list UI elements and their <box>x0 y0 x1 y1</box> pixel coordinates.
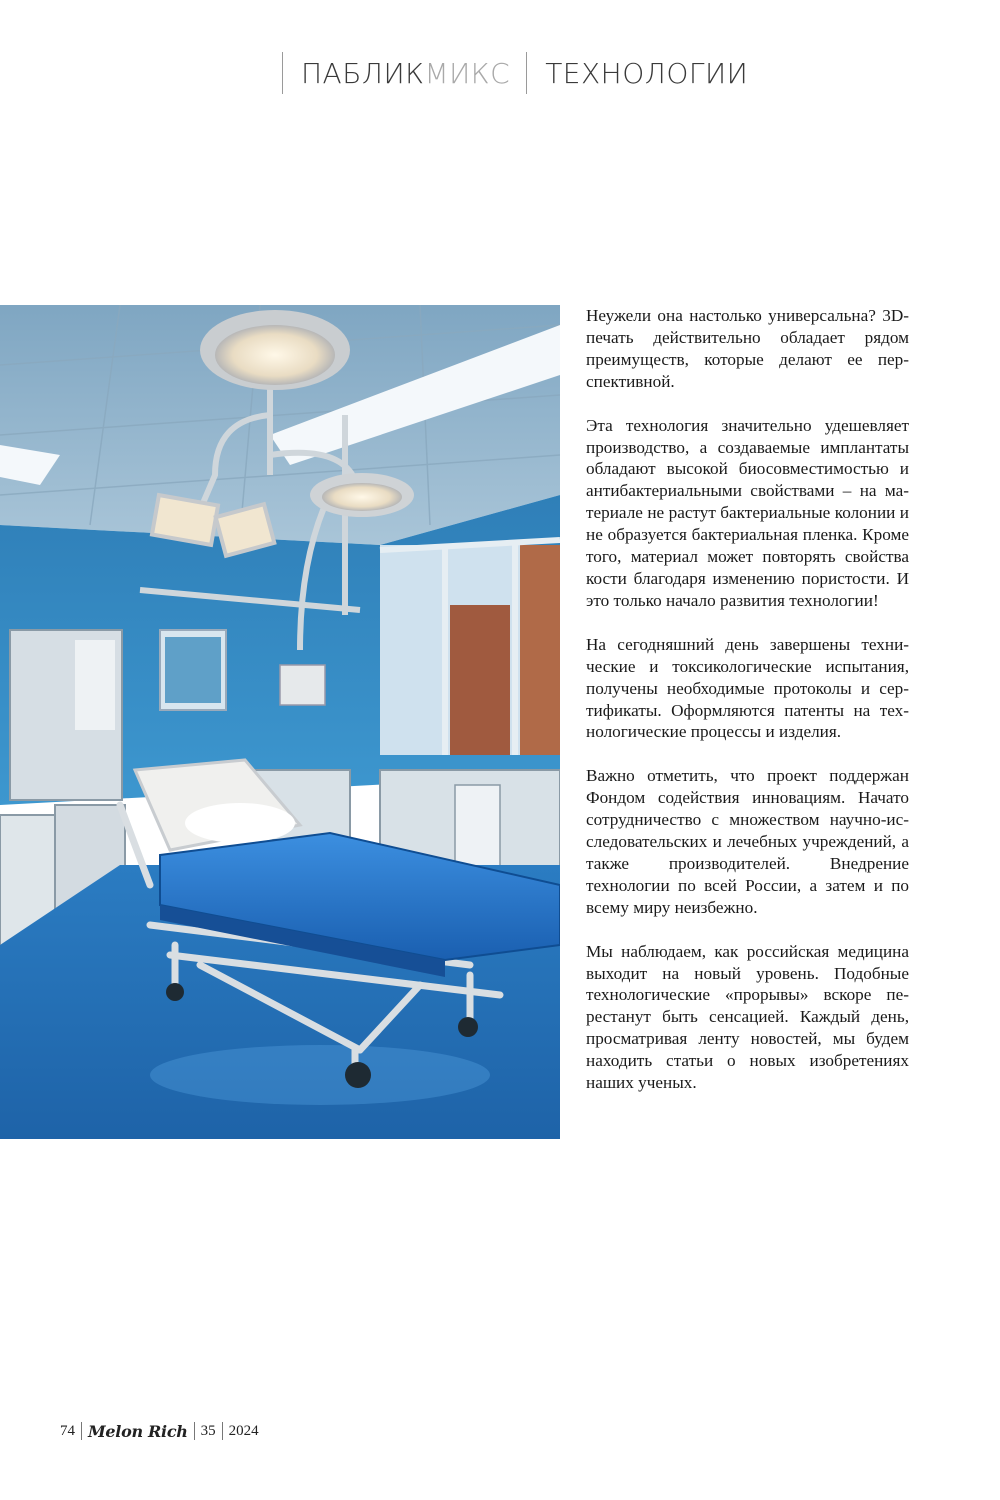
section-title-part2: МИКС <box>424 56 511 90</box>
operating-room-photo <box>0 305 560 1139</box>
magazine-logo: Melon Rich <box>88 1421 188 1441</box>
article-paragraph: Неужели она настолько универсальна? 3D-печать действительно обладает рядом преимуществ, которые делают ее перспективной. <box>586 306 909 391</box>
subsection-title: ТЕХНОЛОГИИ <box>545 56 749 90</box>
issue-year: 2024 <box>228 1422 259 1439</box>
article-paragraph: Важно отметить, что проект поддержан Фондом содействия инновациям. Начато сотрудничество с множеством научно-исследовательских и лечебных учреждений, а также производителей. Внедрение технологии по всей России, а затем и по всему миру неизбежно. <box>586 766 909 917</box>
section-header <box>282 52 748 94</box>
section-title <box>283 57 526 90</box>
page-footer <box>60 1420 259 1442</box>
footer-divider <box>81 1422 82 1440</box>
article-paragraph: Эта технология значительно удешевляет производство, а создаваемые имплантаты обладают высокой биосовместимостью и антибактериальными свойствами – на материале не растут бактериальные колонии и не образуется бактериальная пленка. Кроме того, материал может повторять свойства кости благодаря изменению пористости. И это только начало развития технологии! <box>586 415 909 610</box>
article-body <box>586 305 909 1116</box>
page-number: 74 <box>60 1422 75 1439</box>
article-paragraph: Мы наблюдаем, как российская медицина выходит на новый уровень. Подобные технологические «прорывы» вскоре перестанут быть сенсацией. Каждый день, просматривая ленту новостей, мы будем находить статьи о новых изобретениях наших ученых. <box>586 941 909 1093</box>
footer-divider <box>194 1422 195 1440</box>
section-title-part1: ПАБЛИК <box>301 56 425 90</box>
footer-divider <box>222 1422 223 1440</box>
issue-number: 35 <box>200 1422 216 1439</box>
article-paragraph: На сегодняшний день завершены технические и токсикологические испытания, получены необходимые протоколы и сертификаты. Оформляются патенты на технологические процессы и изделия. <box>586 634 909 742</box>
